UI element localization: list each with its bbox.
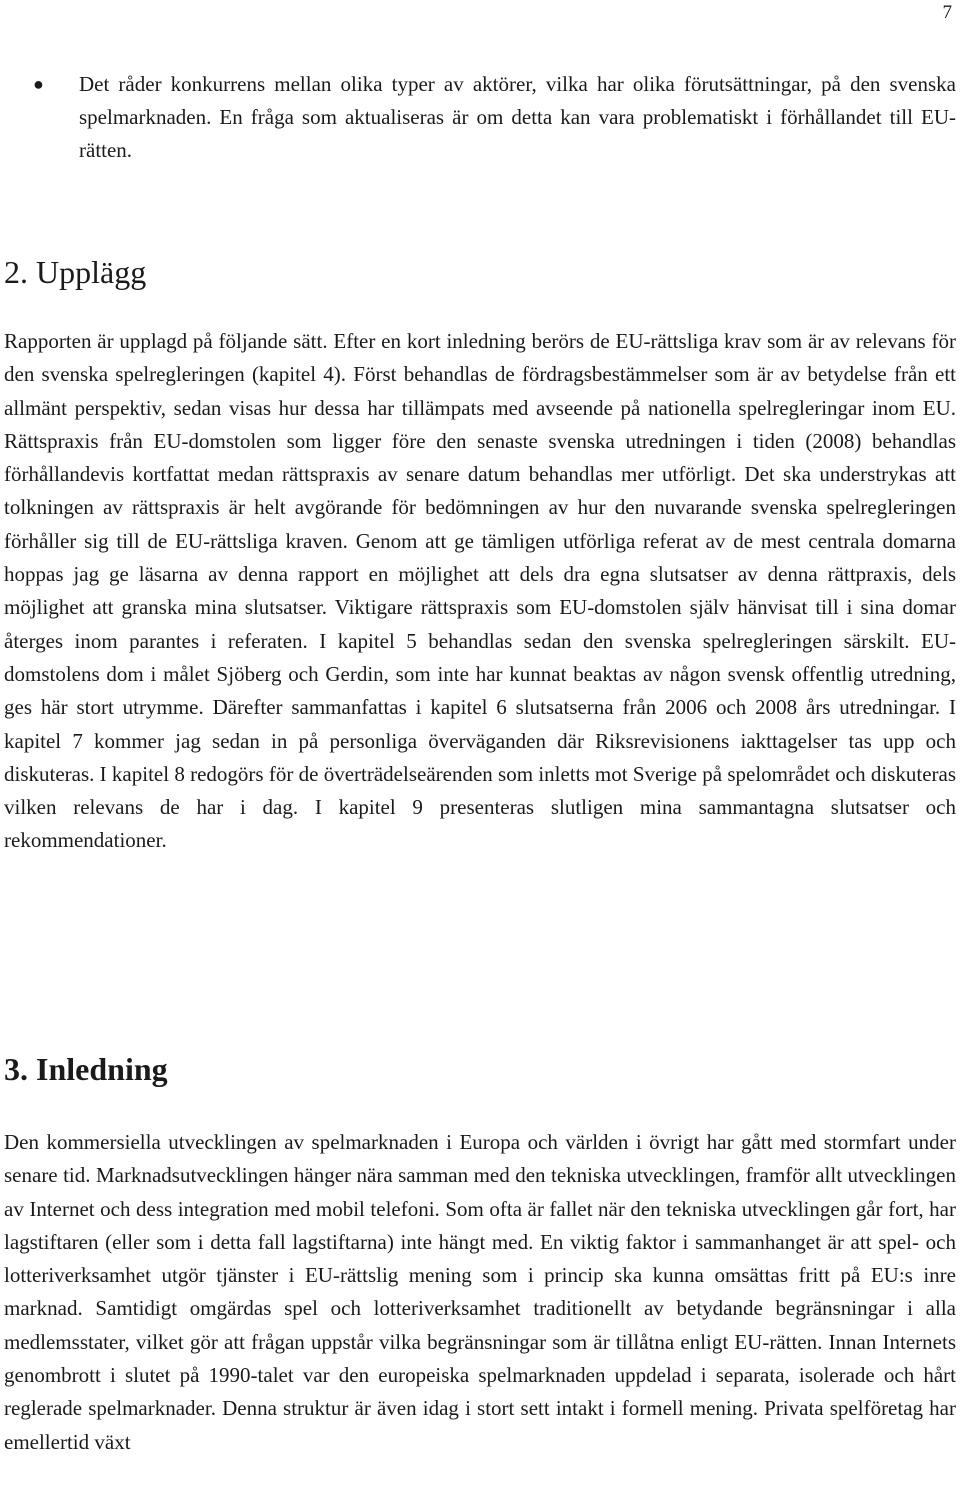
bullet-text: Det råder konkurrens mellan olika typer av aktörer, vilka har olika förutsättningar, på den svenska spelmarknaden. En fråga som aktualiseras är om detta kan vara problematiskt i förhållandet till EU-rätten. — [79, 72, 956, 162]
bullet-list-item — [4, 68, 956, 167]
page-number: 7 — [942, 2, 952, 23]
section-heading-upplagg: 2. Upplägg — [4, 254, 147, 290]
section-body-upplagg: Rapporten är upplagd på följande sätt. Efter en kort inledning berörs de EU-rättsliga krav som är av relevans för den svenska spelregleringen (kapitel 4). Först behandlas de fördragsbestämmelser som är av betydelse från ett allmänt perspektiv, sedan visas hur dessa har tillämpats med avseende på nationella spelregleringar inom EU. Rättspraxis från EU-domstolen som ligger före den senaste svenska utredningen i tiden (2008) behandlas förhållandevis kortfattat medan rättspraxis av senare datum behandlas mer utförligt. Det ska understrykas att tolkningen av rättspraxis är helt avgörande för bedömningen av hur den nuvarande svenska spelregleringen förhåller sig till de EU-rättsliga kraven. Genom att ge tämligen utförliga referat av de mest centrala domarna hoppas jag ge läsarna av denna rapport en möjlighet att dels dra egna slutsatser av denna rättpraxis, dels möjlighet att granska mina slutsatser. Viktigare rättspraxis som EU-domstolen själv hänvisat till i sina domar återges inom parantes i referaten. I kapitel 5 behandlas sedan den svenska spelregleringen särskilt. EU-domstolens dom i målet Sjöberg och Gerdin, som inte har kunnat beaktas av någon svensk offentlig utredning, ges här stort utrymme. Därefter sammanfattas i kapitel 6 slutsatserna från 2006 och 2008 års utredningar. I kapitel 7 kommer jag sedan in på personliga överväganden där Riksrevisionens iakttagelser tas upp och diskuteras. I kapitel 8 redogörs för de överträdelseärenden som inletts mot Sverige på spelområdet och diskuteras vilken relevans de har i dag. I kapitel 9 presenteras slutligen mina sammantagna slutsatser och rekommendationer. — [4, 329, 956, 853]
bullet-icon: ● — [33, 74, 44, 94]
section-body-inledning: Den kommersiella utvecklingen av spelmarknaden i Europa och världen i övrigt har gått med stormfart under senare tid. Marknadsutvecklingen hänger nära samman med den tekniska utvecklingen, framför allt utvecklingen av Internet och dess integration med mobil telefoni. Som ofta är fallet när den tekniska utvecklingen går fort, har lagstiftaren (eller som i detta fall lagstiftarna) inte hängt med. En viktig faktor i sammanhanget är att spel- och lotteriverksamhet utgör tjänster i EU-rättslig mening som i princip ska kunna omsättas fritt på EU:s inre marknad. Samtidigt omgärdas spel och lotteriverksamhet traditionellt av betydande begränsningar i alla medlemsstater, vilket gör att frågan uppstår vilka begränsningar som är tillåtna enligt EU-rätten. Innan Internets genombrott i slutet på 1990-talet var den europeiska spelmarknaden uppdelad i separata, isolerade och hårt reglerade spelmarknader. Denna struktur är även idag i stort sett intakt i formell mening. Privata spelföretag har emellertid växt — [4, 1130, 956, 1454]
section-heading-inledning: 3. Inledning — [4, 1051, 168, 1087]
